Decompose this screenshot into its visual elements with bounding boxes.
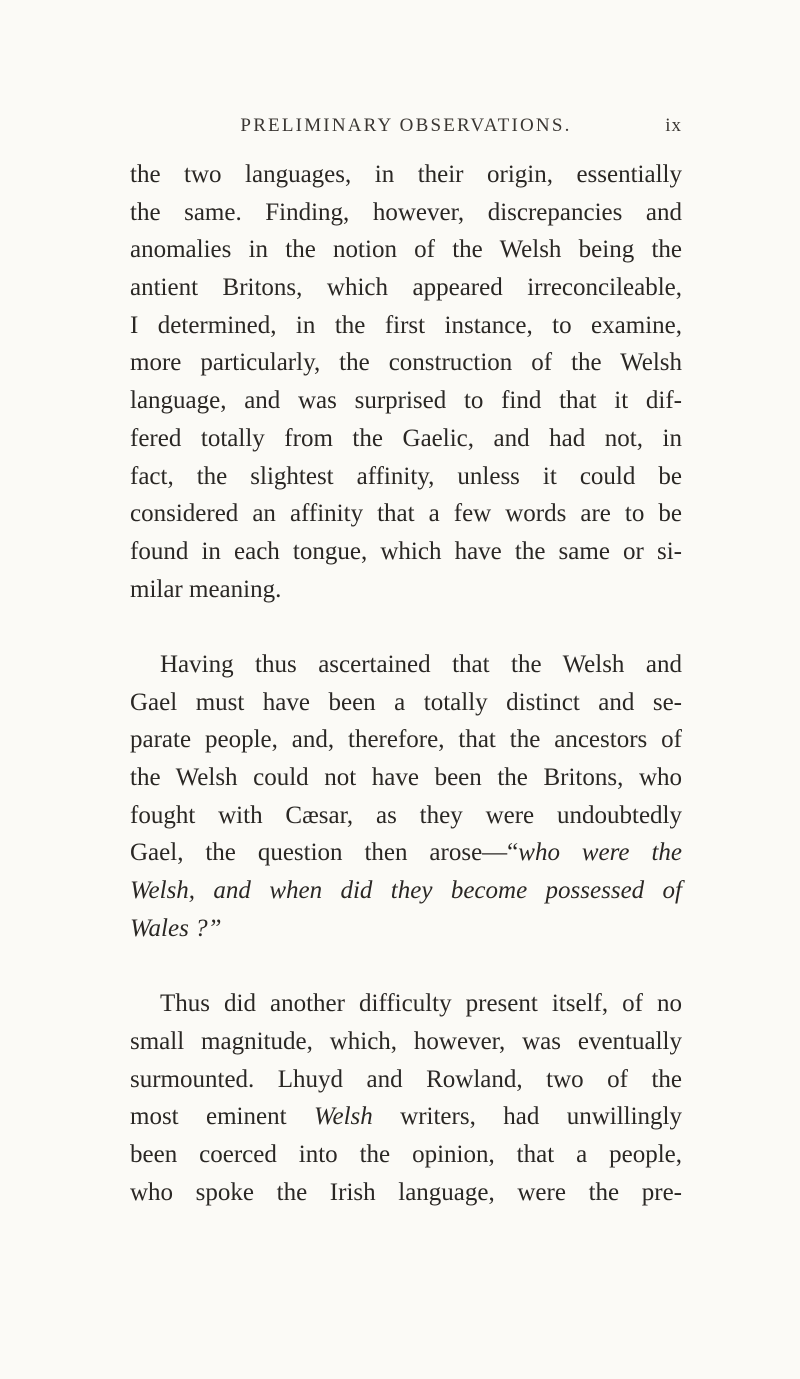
- text-line: language, and was surprised to find that it dif-: [130, 387, 682, 415]
- paragraph-3: [130, 985, 682, 1211]
- text-line: more particularly, the construction of the Welsh: [130, 349, 682, 377]
- paragraph-gap: [130, 947, 682, 985]
- text-line: who spoke the Irish language, were the pre-: [130, 1178, 682, 1206]
- text-line: considered an affinity that a few words are to be: [130, 500, 682, 528]
- text-line: the Welsh could not have been the Britons, who: [130, 764, 682, 791]
- text-line: Gael must have been a totally distinct and se-: [130, 688, 682, 716]
- text-run: most eminent: [130, 1103, 314, 1131]
- text-line: fought with Cæsar, as they were undoubtedly: [130, 801, 682, 829]
- italic-text: Welsh, and when did they become possessed of: [130, 877, 682, 905]
- text-run: Gael, the question then arose—“: [130, 839, 519, 867]
- text-line: [130, 910, 682, 948]
- paragraph-2: [130, 646, 682, 948]
- text-line: [130, 834, 682, 872]
- page-number: ix: [665, 115, 682, 136]
- italic-text: Wales: [130, 914, 189, 942]
- text-line: the same. Finding, however, discrepancies and: [130, 198, 682, 226]
- text-line: fered totally from the Gaelic, and had not, in: [130, 424, 682, 452]
- paragraph-1: [130, 156, 682, 608]
- text-line: been coerced into the opinion, that a people,: [130, 1140, 682, 1168]
- text-line: the two languages, in their origin, essentially: [130, 161, 682, 188]
- italic-text: Welsh: [313, 1103, 373, 1131]
- text-line: [130, 1098, 682, 1136]
- body-text: [130, 156, 682, 1211]
- text-line: milar meaning.: [130, 575, 282, 603]
- text-run: writers, had unwillingly: [372, 1103, 682, 1131]
- text-line: I determined, in the first instance, to examine,: [130, 311, 682, 339]
- running-head: [130, 115, 682, 145]
- text-line: surmounted. Lhuyd and Rowland, two of the: [130, 1065, 682, 1093]
- text-line: found in each tongue, which have the same or si-: [130, 537, 682, 565]
- text-run: ?”: [188, 914, 222, 942]
- text-line: Having thus ascertained that the Welsh and: [160, 650, 682, 678]
- italic-text: who were the: [518, 839, 682, 867]
- text-line: [130, 872, 682, 910]
- text-line: Thus did another difficulty present itself, of no: [160, 990, 682, 1018]
- text-line: small magnitude, which, however, was eventually: [130, 1027, 682, 1055]
- text-line: fact, the slightest affinity, unless it could be: [130, 462, 682, 490]
- text-line: anomalies in the notion of the Welsh being the: [130, 236, 682, 264]
- running-title: PRELIMINARY OBSERVATIONS.: [240, 115, 572, 136]
- paragraph-gap: [130, 608, 682, 646]
- text-line: antient Britons, which appeared irreconcileable,: [130, 274, 682, 302]
- text-line: parate people, and, therefore, that the ancestors of: [130, 726, 682, 754]
